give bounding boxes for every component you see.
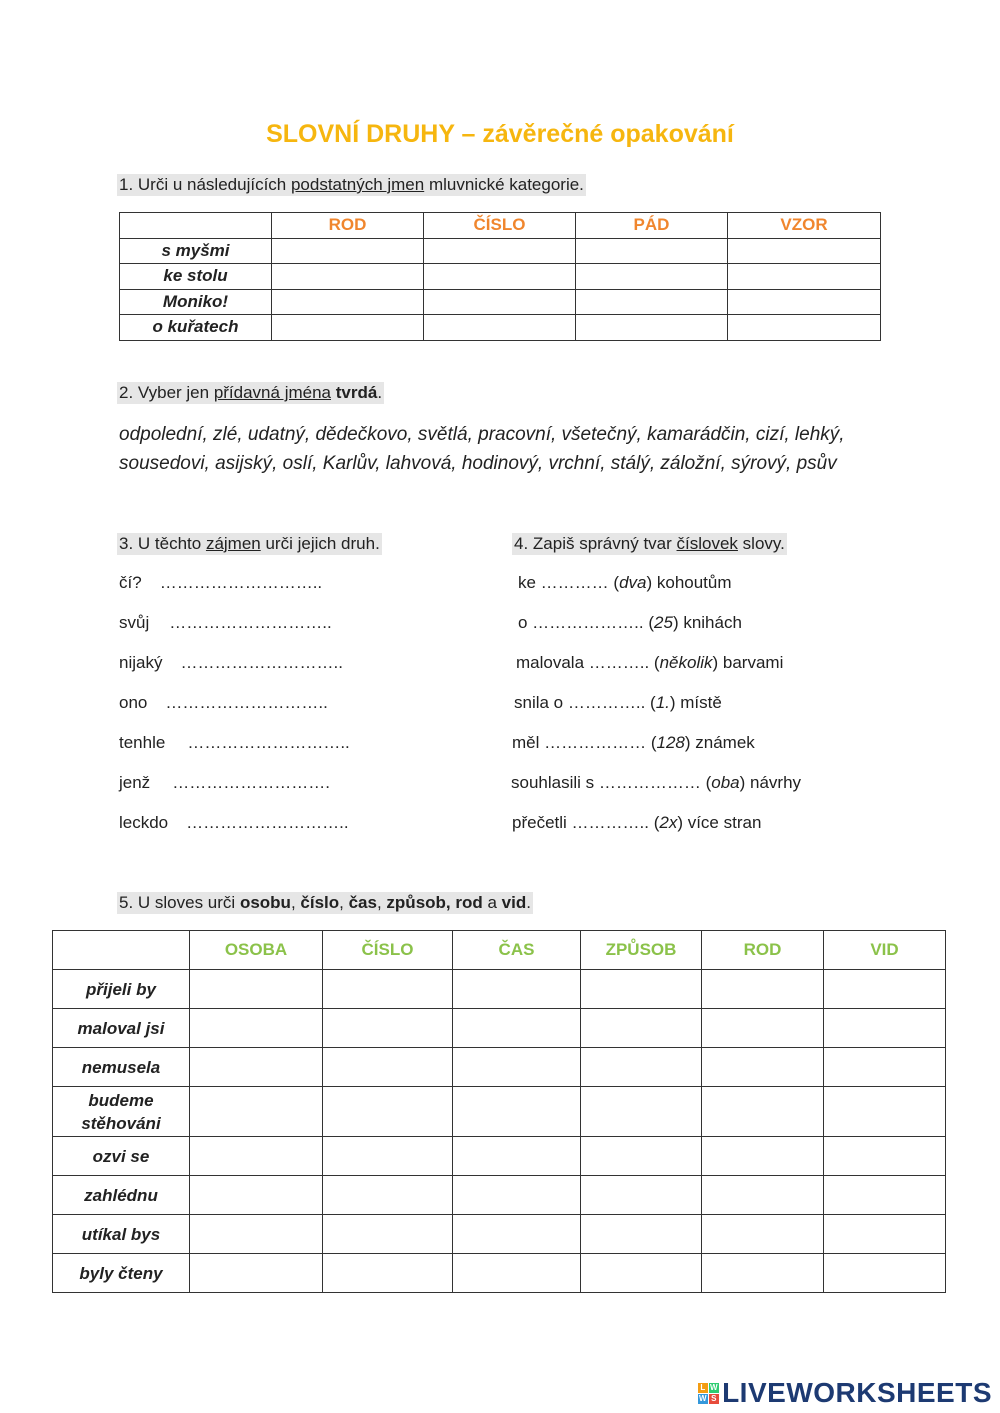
numeral-suffix: ) více stran bbox=[677, 813, 762, 832]
answer-cell[interactable] bbox=[576, 238, 728, 264]
numeral-prefix: měl ……………… ( bbox=[512, 733, 657, 752]
answer-blank[interactable]: ……………………….. bbox=[186, 813, 349, 832]
numeral-prefix: snila o ………….. ( bbox=[514, 693, 656, 712]
task1-col-header: VZOR bbox=[728, 213, 881, 239]
task5-instruction bbox=[117, 892, 533, 914]
numeral-suffix: ) barvami bbox=[712, 653, 784, 672]
task5-col-header: ČÍSLO bbox=[323, 931, 453, 970]
task5-bold: osobu bbox=[239, 893, 291, 912]
task5-col-header: ČAS bbox=[453, 931, 581, 970]
answer-cell[interactable] bbox=[190, 1087, 323, 1137]
pronoun-word: nijaký bbox=[119, 653, 163, 672]
answer-cell[interactable] bbox=[728, 315, 881, 341]
logo-mark-tile: S bbox=[709, 1394, 719, 1404]
answer-cell[interactable] bbox=[702, 1254, 824, 1293]
task5-row-label: byly čteny bbox=[53, 1254, 190, 1293]
task4-underlined: číslovek bbox=[676, 534, 738, 553]
task2-bold: tvrdá bbox=[335, 383, 378, 402]
task3-item bbox=[119, 653, 343, 673]
numeral-prefix: souhlasili s ……………… ( bbox=[511, 773, 712, 792]
answer-cell[interactable] bbox=[323, 1254, 453, 1293]
logo-mark-tile: L bbox=[698, 1383, 708, 1393]
task5-header-row bbox=[53, 931, 946, 970]
answer-cell[interactable] bbox=[190, 1254, 323, 1293]
task3-item bbox=[119, 733, 350, 753]
answer-cell[interactable] bbox=[453, 1087, 581, 1137]
task1-header-row bbox=[120, 213, 881, 239]
task3-instruction bbox=[117, 533, 382, 555]
pronoun-word: tenhle bbox=[119, 733, 166, 752]
task1-col-header: ČÍSLO bbox=[424, 213, 576, 239]
task5-bold: vid bbox=[501, 893, 527, 912]
answer-blank[interactable]: ……………………….. bbox=[165, 693, 328, 712]
task2-pre: 2. Vyber jen bbox=[119, 383, 214, 402]
task1-table bbox=[119, 212, 881, 341]
table-row bbox=[120, 315, 881, 341]
task4-item[interactable] bbox=[511, 773, 801, 793]
answer-cell[interactable] bbox=[453, 1048, 581, 1087]
task5-sep: , bbox=[339, 893, 349, 912]
task2-post: . bbox=[377, 383, 383, 402]
task3-item bbox=[119, 573, 322, 593]
answer-cell[interactable] bbox=[190, 1137, 323, 1176]
answer-blank[interactable]: ……………………….. bbox=[187, 733, 350, 752]
answer-cell[interactable] bbox=[424, 264, 576, 290]
task3-item bbox=[119, 813, 349, 833]
numeral-suffix: ) kohoutům bbox=[646, 573, 732, 592]
numeral-hint: 1. bbox=[655, 693, 670, 712]
task2-line[interactable]: sousedovi, asijský, oslí, Karlův, lahvová, hodinový, vrchní, stálý, záložní, sýrový, psův bbox=[119, 453, 837, 474]
answer-cell[interactable] bbox=[581, 1048, 702, 1087]
answer-cell[interactable] bbox=[824, 1009, 946, 1048]
answer-cell[interactable] bbox=[702, 1176, 824, 1215]
answer-cell[interactable] bbox=[581, 1009, 702, 1048]
pronoun-word: leckdo bbox=[119, 813, 169, 832]
answer-blank[interactable]: ………………………. bbox=[172, 773, 330, 792]
task1-col-header: PÁD bbox=[576, 213, 728, 239]
task4-instruction bbox=[512, 533, 787, 555]
task4-item[interactable] bbox=[518, 573, 732, 593]
numeral-hint: 128 bbox=[656, 733, 685, 752]
task5-row-label: ozvi se bbox=[53, 1137, 190, 1176]
answer-cell[interactable] bbox=[272, 315, 424, 341]
answer-cell[interactable] bbox=[702, 1048, 824, 1087]
task5-row-label: nemusela bbox=[53, 1048, 190, 1087]
answer-blank[interactable]: ……………………….. bbox=[169, 613, 332, 632]
task1-row-label: ke stolu bbox=[120, 264, 272, 290]
task3-item bbox=[119, 773, 330, 793]
task1-post: mluvnické kategorie. bbox=[424, 175, 584, 194]
answer-cell[interactable] bbox=[190, 970, 323, 1009]
task1-instruction bbox=[117, 174, 586, 196]
task5-bold: čas bbox=[348, 893, 377, 912]
task4-item[interactable] bbox=[512, 733, 755, 753]
numeral-hint: několik bbox=[659, 653, 713, 672]
answer-cell[interactable] bbox=[824, 1176, 946, 1215]
answer-cell[interactable] bbox=[702, 1215, 824, 1254]
task1-pre: 1. Urči u následujících bbox=[119, 175, 291, 194]
task5-row-label: budeme stěhováni bbox=[53, 1087, 190, 1137]
task3-pre: 3. U těchto bbox=[119, 534, 206, 553]
numeral-prefix: ke ………… ( bbox=[518, 573, 620, 592]
answer-cell[interactable] bbox=[824, 1254, 946, 1293]
answer-cell[interactable] bbox=[323, 1009, 453, 1048]
answer-cell[interactable] bbox=[190, 1048, 323, 1087]
table-row bbox=[53, 1048, 946, 1087]
table-row bbox=[53, 1215, 946, 1254]
task5-sep: , bbox=[290, 893, 301, 912]
task3-underlined: zájmen bbox=[205, 534, 261, 553]
answer-cell[interactable] bbox=[190, 1215, 323, 1254]
table-row bbox=[53, 1137, 946, 1176]
answer-cell[interactable] bbox=[576, 315, 728, 341]
answer-cell[interactable] bbox=[702, 1009, 824, 1048]
task1-underlined: podstatných jmen bbox=[290, 175, 425, 194]
answer-cell[interactable] bbox=[576, 289, 728, 315]
numeral-suffix: ) knihách bbox=[672, 613, 742, 632]
table-row bbox=[53, 1087, 946, 1137]
answer-cell[interactable] bbox=[453, 1137, 581, 1176]
task5-pre: 5. U sloves urči bbox=[119, 893, 240, 912]
table-row bbox=[120, 264, 881, 290]
pronoun-word: čí? bbox=[119, 573, 142, 592]
task5-row-label: maloval jsi bbox=[53, 1009, 190, 1048]
table-row bbox=[120, 238, 881, 264]
task5-row-label: utíkal bys bbox=[53, 1215, 190, 1254]
table-row bbox=[53, 1176, 946, 1215]
answer-cell[interactable] bbox=[728, 264, 881, 290]
liveworksheets-logo[interactable] bbox=[698, 1378, 992, 1408]
numeral-suffix: ) místě bbox=[669, 693, 722, 712]
logo-mark-tile: W bbox=[699, 1393, 708, 1403]
task5-post: . bbox=[526, 893, 531, 912]
task4-item[interactable] bbox=[518, 613, 742, 633]
answer-cell[interactable] bbox=[323, 1215, 453, 1254]
answer-cell[interactable] bbox=[824, 970, 946, 1009]
answer-cell[interactable] bbox=[453, 1254, 581, 1293]
numeral-hint: dva bbox=[619, 573, 647, 592]
task5-sep: a bbox=[482, 893, 502, 912]
task3-post: urči jejich druh. bbox=[260, 534, 380, 553]
task5-corner bbox=[53, 931, 190, 970]
answer-cell[interactable] bbox=[702, 970, 824, 1009]
task5-col-header: ZPŮSOB bbox=[581, 931, 702, 970]
task5-col-header: VID bbox=[824, 931, 946, 970]
answer-cell[interactable] bbox=[581, 970, 702, 1009]
table-row bbox=[53, 1254, 946, 1293]
answer-cell[interactable] bbox=[824, 1137, 946, 1176]
task2-underlined: přídavná jména bbox=[213, 383, 331, 402]
answer-cell[interactable] bbox=[272, 289, 424, 315]
answer-blank[interactable]: ……………………….. bbox=[180, 653, 343, 672]
logo-wordmark: LIVEWORKSHEETS bbox=[722, 1377, 992, 1408]
task5-row-label: přijeli by bbox=[53, 970, 190, 1009]
task4-post: slovy. bbox=[737, 534, 785, 553]
task5-bold: číslo bbox=[300, 893, 340, 912]
task5-col-header: ROD bbox=[702, 931, 824, 970]
answer-cell[interactable] bbox=[728, 289, 881, 315]
task2-line[interactable]: odpolední, zlé, udatný, dědečkovo, světlá, pracovní, všetečný, kamarádčin, cizí, lehký, bbox=[119, 424, 845, 445]
answer-cell[interactable] bbox=[824, 1048, 946, 1087]
answer-cell[interactable] bbox=[453, 1009, 581, 1048]
answer-cell[interactable] bbox=[824, 1215, 946, 1254]
task5-col-header: OSOBA bbox=[190, 931, 323, 970]
task1-corner bbox=[120, 213, 272, 239]
task3-item bbox=[119, 613, 332, 633]
task5-table bbox=[52, 930, 946, 1293]
pronoun-word: jenž bbox=[119, 773, 151, 792]
answer-cell[interactable] bbox=[824, 1087, 946, 1137]
table-row bbox=[120, 289, 881, 315]
answer-cell[interactable] bbox=[702, 1137, 824, 1176]
answer-cell[interactable] bbox=[453, 1176, 581, 1215]
task1-col-header: ROD bbox=[272, 213, 424, 239]
table-row bbox=[53, 1009, 946, 1048]
answer-cell[interactable] bbox=[323, 1048, 453, 1087]
task3-item bbox=[119, 693, 328, 713]
answer-cell[interactable] bbox=[272, 238, 424, 264]
page-title: SLOVNÍ DRUHY – závěrečné opakování bbox=[266, 120, 734, 148]
numeral-suffix: ) návrhy bbox=[739, 773, 802, 792]
task4-item[interactable] bbox=[516, 653, 783, 673]
answer-cell[interactable] bbox=[272, 264, 424, 290]
task4-pre: 4. Zapiš správný tvar bbox=[514, 534, 677, 553]
answer-cell[interactable] bbox=[323, 1137, 453, 1176]
answer-cell[interactable] bbox=[424, 238, 576, 264]
answer-cell[interactable] bbox=[581, 1087, 702, 1137]
answer-cell[interactable] bbox=[581, 1254, 702, 1293]
answer-blank[interactable]: ……………………….. bbox=[159, 573, 323, 592]
task2-instruction bbox=[117, 382, 384, 404]
task1-row-label: Moniko! bbox=[120, 289, 272, 315]
numeral-hint: oba bbox=[711, 773, 740, 792]
answer-cell[interactable] bbox=[576, 264, 728, 290]
task4-item[interactable] bbox=[514, 693, 722, 713]
task4-item[interactable] bbox=[512, 813, 761, 833]
answer-cell[interactable] bbox=[581, 1215, 702, 1254]
task5-row-label: zahlédnu bbox=[53, 1176, 190, 1215]
numeral-hint: 25 bbox=[654, 613, 673, 632]
answer-cell[interactable] bbox=[424, 289, 576, 315]
numeral-prefix: o ……………….. ( bbox=[518, 613, 655, 632]
numeral-prefix: přečetli ………….. ( bbox=[512, 813, 660, 832]
numeral-suffix: ) známek bbox=[684, 733, 755, 752]
numeral-prefix: malovala ……….. ( bbox=[516, 653, 660, 672]
answer-cell[interactable] bbox=[453, 1215, 581, 1254]
task1-row-label: o kuřatech bbox=[120, 315, 272, 341]
table-row bbox=[53, 970, 946, 1009]
answer-cell[interactable] bbox=[190, 1176, 323, 1215]
task5-bold: způsob, rod bbox=[386, 893, 483, 912]
answer-cell[interactable] bbox=[323, 970, 453, 1009]
task5-sep: , bbox=[376, 893, 387, 912]
numeral-hint: 2x bbox=[659, 813, 678, 832]
pronoun-word: svůj bbox=[119, 613, 150, 632]
answer-cell[interactable] bbox=[323, 1176, 453, 1215]
answer-cell[interactable] bbox=[581, 1176, 702, 1215]
pronoun-word: ono bbox=[119, 693, 148, 712]
answer-cell[interactable] bbox=[424, 315, 576, 341]
answer-cell[interactable] bbox=[323, 1087, 453, 1137]
task1-row-label: s myšmi bbox=[120, 238, 272, 264]
logo-mark-tile: W bbox=[710, 1382, 719, 1392]
answer-cell[interactable] bbox=[190, 1009, 323, 1048]
answer-cell[interactable] bbox=[728, 238, 881, 264]
task2-word-list bbox=[119, 420, 899, 478]
answer-cell[interactable] bbox=[453, 970, 581, 1009]
logo-mark-icon bbox=[698, 1383, 719, 1404]
answer-cell[interactable] bbox=[581, 1137, 702, 1176]
answer-cell[interactable] bbox=[702, 1087, 824, 1137]
